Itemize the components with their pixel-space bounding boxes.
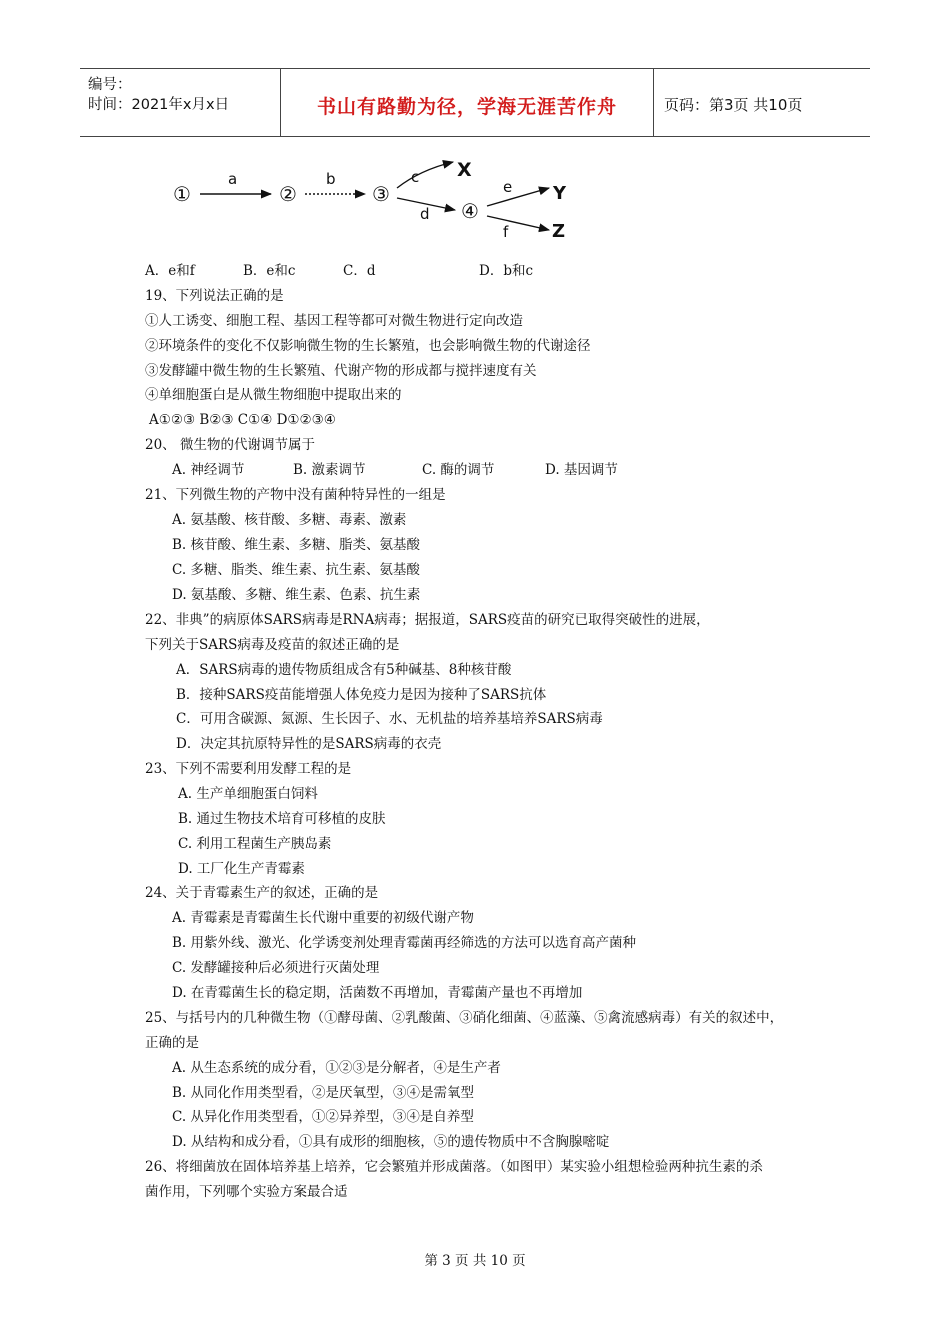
q22-stem-cont: 下列关于SARS病毒及疫苗的叙述正确的是 — [145, 637, 400, 653]
q19-stem: 19、下列说法正确的是 — [145, 288, 284, 304]
q21-option-b: B. 核苷酸、维生素、多糖、脂类、氨基酸 — [172, 537, 421, 553]
page-label: 页码：第3页 共10页 — [664, 96, 803, 114]
node-x: X — [457, 159, 472, 181]
edge-label-e: e — [503, 178, 513, 196]
q18-option-d: D．b和c — [479, 263, 534, 279]
q19-statement-4: ④单细胞蛋白是从微生物细胞中提取出来的 — [145, 387, 402, 403]
q22-option-a: A．SARS病毒的遗传物质组成含有5种碱基、8种核苷酸 — [176, 662, 512, 678]
motto: 书山有路勤为径，学海无涯苦作舟 — [316, 96, 617, 118]
q24-option-d: D. 在青霉菌生长的稳定期，活菌数不再增加，青霉菌产量也不再增加 — [172, 985, 583, 1001]
q23-option-c: C. 利用工程菌生产胰岛素 — [178, 836, 332, 852]
q18-option-a: A．e和f — [145, 263, 195, 279]
q24-option-b: B. 用紫外线、激光、化学诱变剂处理青霉菌再经筛选的方法可以选育高产菌种 — [172, 935, 637, 951]
q18-option-c: C．d — [343, 263, 376, 279]
q22-option-b: B．接种SARS疫苗能增强人体免疫力是因为接种了SARS抗体 — [176, 687, 547, 703]
number-label: 编号： — [88, 77, 132, 93]
arrow-f — [487, 216, 549, 230]
edge-label-c: c — [411, 168, 420, 186]
q19-statement-3: ③发酵罐中微生物的生长繁殖、代谢产物的形成都与搅拌速度有关 — [145, 363, 537, 379]
q22-option-d: D．决定其抗原特异性的是SARS病毒的衣壳 — [176, 736, 442, 752]
node-3: ③ — [372, 182, 390, 206]
q24-option-a: A. 青霉素是青霉菌生长代谢中重要的初级代谢产物 — [172, 910, 474, 926]
pathway-diagram — [165, 148, 585, 243]
q24-option-c: C. 发酵罐接种后必须进行灭菌处理 — [172, 960, 380, 976]
q25-option-b: B. 从同化作用类型看，②是厌氧型，③④是需氧型 — [172, 1085, 475, 1101]
q20-option-b: B. 激素调节 — [293, 462, 366, 478]
node-z: Z — [552, 221, 566, 242]
q25-stem: 25、与括号内的几种微生物（①酵母菌、②乳酸菌、③硝化细菌、④蓝藻、⑤禽流感病毒）有关的叙述中， — [145, 1010, 784, 1026]
time-label: 时间：2021年x月x日 — [88, 97, 230, 113]
q25-stem-cont: 正确的是 — [145, 1035, 199, 1051]
q20-option-d: D. 基因调节 — [545, 462, 618, 478]
edge-label-a: a — [228, 170, 238, 188]
q20-stem: 20、 微生物的代谢调节属于 — [145, 437, 315, 453]
q23-option-d: D. 工厂化生产青霉素 — [178, 861, 305, 877]
q25-option-c: C. 从异化作用类型看，①②异养型，③④是自养型 — [172, 1109, 474, 1125]
q18-option-b: B．e和c — [243, 263, 296, 279]
q25-option-a: A. 从生态系统的成分看，①②③是分解者，④是生产者 — [172, 1060, 501, 1076]
page-header — [80, 68, 870, 137]
header-meta — [80, 69, 281, 136]
q21-option-d: D. 氨基酸、多糖、维生素、色素、抗生素 — [172, 587, 421, 603]
q23-option-b: B. 通过生物技术培育可移植的皮肤 — [178, 811, 386, 827]
arrow-e — [487, 188, 549, 206]
q19-statement-1: ①人工诱变、细胞工程、基因工程等都可对微生物进行定向改造 — [145, 313, 523, 329]
node-y: Y — [553, 183, 567, 204]
q20-option-c: C. 酶的调节 — [422, 462, 495, 478]
node-2: ② — [279, 182, 297, 206]
q26-stem: 26、将细菌放在固体培养基上培养，它会繁殖并形成菌落。（如图甲）某实验小组想检验两种抗生素的杀 — [145, 1159, 763, 1175]
q22-stem: 22、非典”的病原体SARS病毒是RNA病毒；据报道，SARS疫苗的研究已取得突破性的进展， — [145, 612, 710, 628]
node-4: ④ — [461, 199, 479, 223]
q26-stem-cont: 菌作用，下列哪个实验方案最合适 — [145, 1184, 348, 1200]
edge-label-b: b — [326, 170, 336, 188]
arrow-c — [397, 162, 453, 188]
q21-option-a: A. 氨基酸、核苷酸、多糖、毒素、激素 — [172, 512, 407, 528]
q23-stem: 23、下列不需要利用发酵工程的是 — [145, 761, 352, 777]
edge-label-d: d — [420, 205, 430, 223]
q20-option-a: A. 神经调节 — [172, 462, 245, 478]
q21-option-c: C. 多糖、脂类、维生素、抗生素、氨基酸 — [172, 562, 420, 578]
node-1: ① — [173, 182, 191, 206]
q24-stem: 24、关于青霉素生产的叙述，正确的是 — [145, 885, 379, 901]
header-motto-cell — [281, 69, 654, 136]
q19-statement-2: ②环境条件的变化不仅影响微生物的生长繁殖，也会影响微生物的代谢途径 — [145, 338, 591, 354]
q23-option-a: A. 生产单细胞蛋白饲料 — [178, 786, 318, 802]
q19-options: A①②③ B②③ C①④ D①②③④ — [149, 412, 336, 428]
q21-stem: 21、下列微生物的产物中没有菌种特异性的一组是 — [145, 487, 446, 503]
q22-option-c: C．可用含碳源、氮源、生长因子、水、无机盐的培养基培养SARS病毒 — [176, 711, 603, 727]
header-page-cell — [654, 69, 870, 136]
page-footer: 第 3 页 共 10 页 — [424, 1253, 526, 1269]
q25-option-d: D. 从结构和成分看，①具有成形的细胞核，⑤的遗传物质中不含胸腺嘧啶 — [172, 1134, 610, 1150]
edge-label-f: f — [503, 223, 509, 241]
